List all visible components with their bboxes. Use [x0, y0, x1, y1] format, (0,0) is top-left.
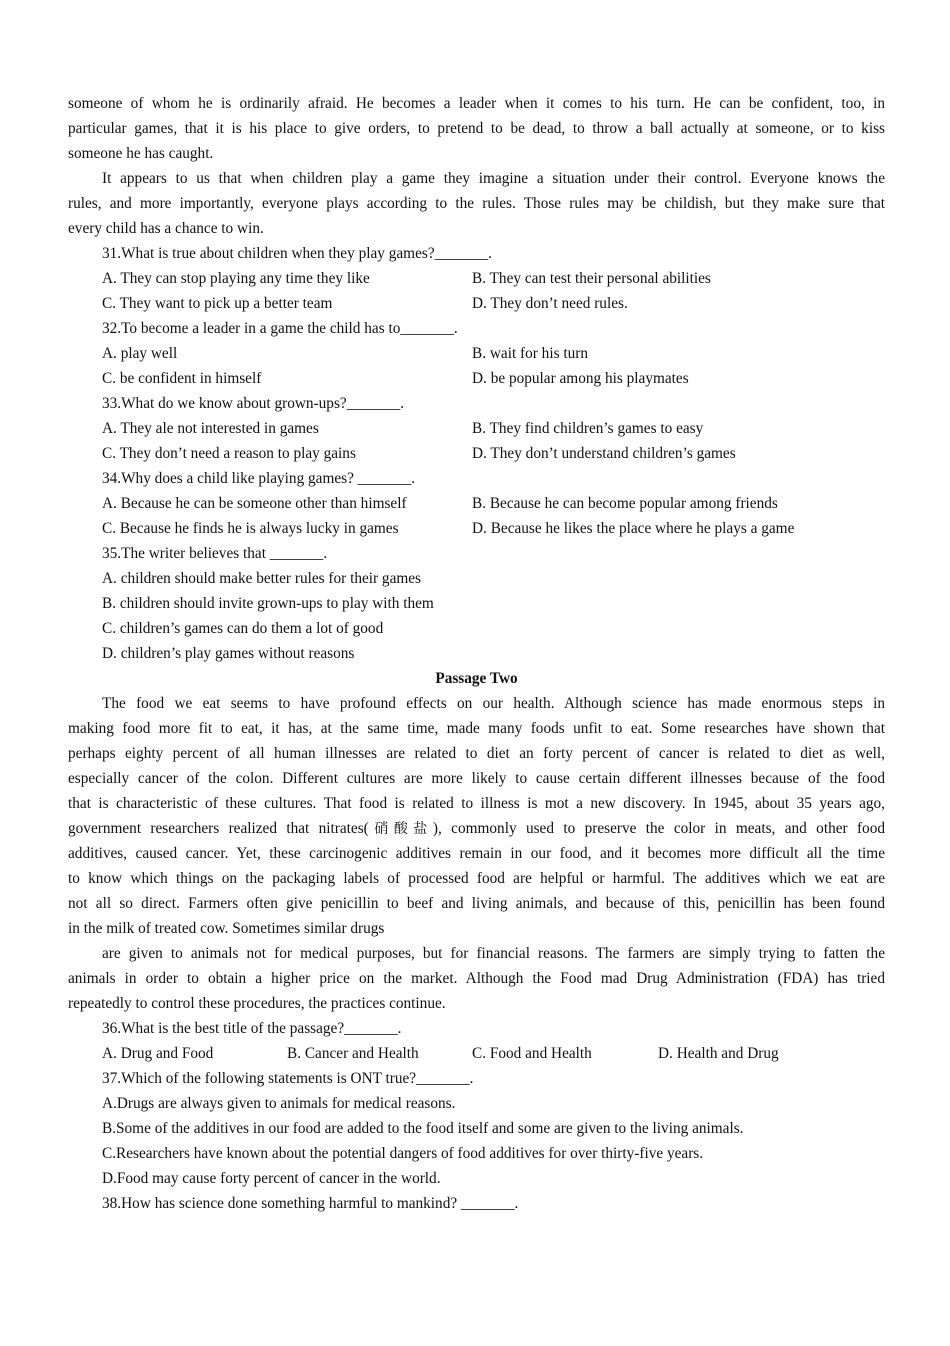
q33-option-d: D. They don’t understand children’s games: [472, 445, 736, 462]
q31-option-d: D. They don’t need rules.: [472, 295, 628, 312]
passage-text: government researchers realized that nitrates(: [68, 820, 369, 837]
q37-option-d: D.Food may cause forty percent of cancer in the world.: [102, 1170, 441, 1187]
q34-option-d: D. Because he likes the place where he plays a game: [472, 520, 795, 537]
chinese-gloss: 硝酸盐: [368, 821, 433, 837]
q32-option-b: B. wait for his turn: [472, 345, 588, 362]
question-31-stem: 31.What is true about children when they play games?_______.: [102, 245, 492, 262]
passage-line: animals in order to obtain a higher price on the market. Although the Food mad Drug Administration (FDA) has tried: [68, 970, 885, 987]
passage-text: ), commonly used to preserve the color in meats, and other food: [432, 820, 885, 837]
passage-line: in the milk of treated cow. Sometimes similar drugs: [68, 920, 385, 937]
q31-option-b: B. They can test their personal abilities: [472, 270, 711, 287]
question-37-stem: 37.Which of the following statements is ONT true?_______.: [102, 1070, 474, 1087]
q32-option-d: D. be popular among his playmates: [472, 370, 689, 387]
q35-option-b: B. children should invite grown-ups to play with them: [102, 595, 434, 612]
q35-option-c: C. children’s games can do them a lot of good: [102, 620, 384, 637]
passage-line: making food more fit to eat, it has, at the same time, made many foods unfit to eat. Some researches have shown that: [68, 720, 885, 737]
passage-line: It appears to us that when children play a game they imagine a situation under their control. Everyone knows the: [102, 170, 885, 187]
q31-option-a: A. They can stop playing any time they like: [102, 270, 370, 287]
passage-line: every child has a chance to win.: [68, 220, 264, 237]
passage-line: especially cancer of the colon. Different cultures are more likely to cause certain different illnesses because of the food: [68, 770, 885, 787]
passage-line: rules, and more importantly, everyone plays according to the rules. Those rules may be childish, but they make sure that: [68, 195, 885, 212]
q35-option-d: D. children’s play games without reasons: [102, 645, 355, 662]
passage-line: repeatedly to control these procedures, the practices continue.: [68, 995, 446, 1012]
q36-option-c: C. Food and Health: [472, 1045, 592, 1062]
question-32-stem: 32.To become a leader in a game the child has to_______.: [102, 320, 458, 337]
passage-line: not all so direct. Farmers often give penicillin to beef and living animals, and because of this, penicillin has been found: [68, 895, 885, 912]
q34-option-b: B. Because he can become popular among friends: [472, 495, 778, 512]
q32-option-c: C. be confident in himself: [102, 370, 262, 387]
q37-option-c: C.Researchers have known about the potential dangers of food additives for over thirty-five years.: [102, 1145, 704, 1162]
q36-option-d: D. Health and Drug: [658, 1045, 779, 1062]
passage-line: The food we eat seems to have profound effects on our health. Although science has made enormous steps in: [102, 695, 885, 712]
q36-option-b: B. Cancer and Health: [287, 1045, 419, 1062]
passage-line: perhaps eighty percent of all human illnesses are related to diet an forty percent of cancer is related to diet as well,: [68, 745, 885, 762]
passage-line: particular games, that it is his place to give orders, to pretend to be dead, to throw a ball actually at someone, or to kiss: [68, 120, 885, 137]
q35-option-a: A. children should make better rules for their games: [102, 570, 422, 587]
q33-option-a: A. They ale not interested in games: [102, 420, 319, 437]
passage-line: [68, 816, 885, 841]
q34-option-c: C. Because he finds he is always lucky in games: [102, 520, 399, 537]
q32-option-a: A. play well: [102, 345, 178, 362]
q37-option-a: A.Drugs are always given to animals for medical reasons.: [102, 1095, 456, 1112]
question-38-stem: 38.How has science done something harmful to mankind? _______.: [102, 1195, 519, 1212]
q34-option-a: A. Because he can be someone other than himself: [102, 495, 407, 512]
passage-line: to know which things on the packaging labels of processed food are helpful or harmful. The additives which we eat are: [68, 870, 885, 887]
question-36-stem: 36.What is the best title of the passage?_______.: [102, 1020, 402, 1037]
passage-line: additives, caused cancer. Yet, these carcinogenic additives remain in our food, and it becomes more difficult all the time: [68, 845, 885, 862]
question-34-stem: 34.Why does a child like playing games? _______.: [102, 470, 416, 487]
question-35-stem: 35.The writer believes that _______.: [102, 545, 328, 562]
passage-line: someone he has caught.: [68, 145, 214, 162]
q36-option-a: A. Drug and Food: [102, 1045, 214, 1062]
q33-option-c: C. They don’t need a reason to play gains: [102, 445, 356, 462]
passage-line: someone of whom he is ordinarily afraid. He becomes a leader when it comes to his turn. He can be confident, too, in: [68, 95, 885, 112]
q31-option-c: C. They want to pick up a better team: [102, 295, 333, 312]
q37-option-b: B.Some of the additives in our food are added to the food itself and some are given to the living animals.: [102, 1120, 744, 1137]
passage-two-title: Passage Two: [435, 670, 518, 687]
question-33-stem: 33.What do we know about grown-ups?_______.: [102, 395, 405, 412]
passage-line: that is characteristic of these cultures. That food is related to illness is mot a new discovery. In 1945, about 35 years ago,: [68, 795, 885, 812]
q33-option-b: B. They find children’s games to easy: [472, 420, 704, 437]
passage-line: are given to animals not for medical purposes, but for financial reasons. The farmers are simply trying to fatten the: [102, 945, 885, 962]
